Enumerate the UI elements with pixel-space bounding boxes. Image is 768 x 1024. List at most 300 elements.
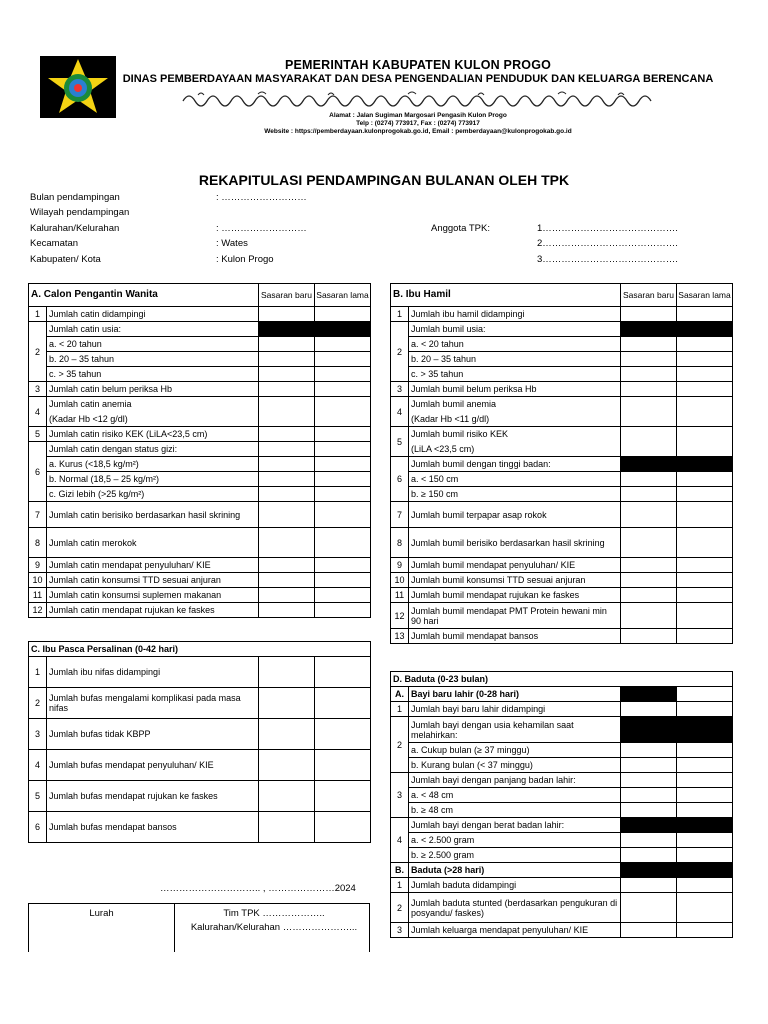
input-cell[interactable] [315, 573, 371, 588]
row-label: Jumlah catin dengan status gizi: [47, 442, 259, 457]
input-cell[interactable] [677, 573, 733, 588]
table-row [391, 352, 733, 367]
row-label: b. Kurang bulan (< 37 minggu) [409, 758, 621, 773]
input-cell[interactable] [621, 893, 677, 923]
row-number: 12 [391, 603, 409, 629]
input-cell[interactable] [677, 878, 733, 893]
input-cell[interactable] [259, 781, 315, 812]
info-label: Kecamatan [30, 238, 79, 249]
input-cell[interactable] [259, 382, 315, 397]
table-row [29, 719, 371, 750]
row-label: Jumlah catin merokok [47, 528, 259, 558]
blocked-cell [677, 457, 733, 472]
input-cell[interactable] [259, 558, 315, 573]
blocked-cell [677, 717, 733, 743]
table-row [391, 558, 733, 573]
input-cell[interactable] [621, 878, 677, 893]
table-row [391, 629, 733, 644]
table-header-row [391, 672, 733, 687]
address-line: Alamat : Jalan Sugiman Margosari Pengasih Kulon Progo [329, 112, 507, 119]
anggota-line: 3……………………………………. [537, 254, 678, 265]
input-cell[interactable] [677, 758, 733, 773]
input-cell[interactable] [677, 702, 733, 717]
input-cell[interactable] [315, 781, 371, 812]
row-label: Jumlah bumil usia: [409, 322, 621, 337]
table-row [391, 307, 733, 322]
input-cell[interactable] [621, 603, 677, 629]
row-label: Jumlah catin konsumsi suplemen makanan [47, 588, 259, 603]
row-label: Jumlah bayi dengan panjang badan lahir: [409, 773, 621, 788]
input-cell[interactable] [677, 773, 733, 788]
row-number: 13 [391, 629, 409, 644]
input-cell[interactable] [259, 603, 315, 618]
input-cell[interactable] [621, 382, 677, 397]
input-cell[interactable] [677, 528, 733, 558]
input-cell[interactable] [677, 788, 733, 803]
table-row [391, 322, 733, 337]
row-number: 5 [29, 781, 47, 812]
row-label: Jumlah baduta stunted (berdasarkan pengukuran di posyandu/ faskes) [409, 893, 621, 923]
input-cell[interactable] [621, 803, 677, 818]
blocked-cell [315, 322, 371, 337]
col-sasaran-lama: Sasaran lama [677, 284, 733, 307]
row-label: c. Gizi lebih (>25 kg/m²) [47, 487, 259, 502]
input-cell[interactable] [315, 502, 371, 528]
row-label: Jumlah catin mendapat rujukan ke faskes [47, 603, 259, 618]
row-number: 11 [391, 588, 409, 603]
table-row [391, 367, 733, 382]
input-cell[interactable] [621, 397, 677, 427]
row-label: Jumlah bumil belum periksa Hb [409, 382, 621, 397]
input-cell[interactable] [259, 528, 315, 558]
row-label: a. Cukup bulan (≥ 37 minggu) [409, 743, 621, 758]
table-row [29, 528, 371, 558]
input-cell[interactable] [259, 367, 315, 382]
row-number: 1 [29, 307, 47, 322]
input-cell[interactable] [677, 337, 733, 352]
row-number: 2 [391, 717, 409, 773]
col-sasaran-lama: Sasaran lama [315, 284, 371, 307]
table-row [391, 788, 733, 803]
input-cell[interactable] [621, 337, 677, 352]
row-number: 4 [29, 397, 47, 427]
row-label: b. 20 – 35 tahun [409, 352, 621, 367]
table-row [29, 588, 371, 603]
table-row [29, 442, 371, 457]
subsection-row [391, 687, 733, 702]
row-number: 4 [391, 818, 409, 863]
input-cell[interactable] [621, 848, 677, 863]
input-cell[interactable] [621, 472, 677, 487]
table-row [391, 818, 733, 833]
input-cell[interactable] [259, 719, 315, 750]
row-label: Jumlah bumil mendapat penyuluhan/ KIE [409, 558, 621, 573]
input-cell[interactable] [621, 487, 677, 502]
signature-kalurahan: Kalurahan/Kelurahan …………………... [190, 922, 358, 933]
input-cell[interactable] [621, 528, 677, 558]
table-row [391, 702, 733, 717]
input-cell[interactable] [677, 687, 733, 702]
table-row [29, 397, 371, 412]
row-number: 3 [391, 773, 409, 818]
row-label: Jumlah bayi baru lahir didampingi [409, 702, 621, 717]
row-number: 7 [29, 502, 47, 528]
blocked-cell [677, 818, 733, 833]
table-row [29, 487, 371, 502]
row-label: c. > 35 tahun [409, 367, 621, 382]
row-label: Jumlah catin didampingi [47, 307, 259, 322]
input-cell[interactable] [315, 558, 371, 573]
row-number: 1 [391, 878, 409, 893]
table-row [391, 803, 733, 818]
row-label: Jumlah bayi dengan usia kehamilan saat melahirkan: [409, 717, 621, 743]
input-cell[interactable] [315, 382, 371, 397]
table-row [29, 307, 371, 322]
section-title: D. Baduta (0-23 bulan) [391, 672, 733, 687]
input-cell[interactable] [621, 758, 677, 773]
table-row [29, 750, 371, 781]
blocked-cell [621, 322, 677, 337]
table-row [391, 502, 733, 528]
input-cell[interactable] [621, 773, 677, 788]
row-number: 9 [391, 558, 409, 573]
input-cell[interactable] [315, 427, 371, 442]
row-number: 1 [391, 702, 409, 717]
input-cell[interactable] [259, 487, 315, 502]
row-label: Jumlah keluarga mendapat penyuluhan/ KIE [409, 923, 621, 938]
table-header-row [29, 284, 371, 307]
input-cell[interactable] [259, 688, 315, 719]
input-cell[interactable] [677, 427, 733, 457]
input-cell[interactable] [677, 803, 733, 818]
table-row [29, 688, 371, 719]
row-number: 2 [29, 688, 47, 719]
row-label: (Kadar Hb <11 g/dl) [409, 412, 621, 427]
row-label: a. < 48 cm [409, 788, 621, 803]
input-cell[interactable] [677, 923, 733, 938]
input-cell[interactable] [677, 307, 733, 322]
row-number: 10 [391, 573, 409, 588]
input-cell[interactable] [315, 750, 371, 781]
input-cell[interactable] [315, 528, 371, 558]
row-number: 8 [391, 528, 409, 558]
row-label: Jumlah bufas mengalami komplikasi pada masa nifas [47, 688, 259, 719]
row-label: Jumlah bumil terpapar asap rokok [409, 502, 621, 528]
row-label: b. 20 – 35 tahun [47, 352, 259, 367]
input-cell[interactable] [315, 657, 371, 688]
input-cell[interactable] [259, 472, 315, 487]
subsection-letter: A. [391, 687, 409, 702]
table-ibu-pasca-persalinan [28, 641, 371, 843]
input-cell[interactable] [677, 397, 733, 427]
row-label: Jumlah bumil anemia [409, 397, 621, 412]
subsection-title: Bayi baru lahir (0-28 hari) [409, 687, 621, 702]
signature-tim-tpk: Tim TPK ……………….. [223, 908, 325, 919]
row-label: Jumlah baduta didampingi [409, 878, 621, 893]
info-label: Kalurahan/Kelurahan [30, 223, 120, 234]
table-row [29, 812, 371, 843]
table-row [391, 717, 733, 743]
subsection-title: Baduta (>28 hari) [409, 863, 621, 878]
table-row [29, 502, 371, 528]
website-line: Website : https://pemberdayaan.kulonprogokab.go.id, Email : pemberdayaan@kulonprogokab.go.id [264, 128, 572, 135]
input-cell[interactable] [621, 307, 677, 322]
info-label: Wilayah pendampingan [30, 207, 130, 218]
row-label: b. ≥ 150 cm [409, 487, 621, 502]
input-cell[interactable] [677, 487, 733, 502]
input-cell[interactable] [621, 502, 677, 528]
table-row [29, 352, 371, 367]
section-title: A. Calon Pengantin Wanita [29, 284, 259, 307]
blocked-cell [621, 818, 677, 833]
info-value: : ……………………… [216, 223, 307, 234]
table-row [391, 603, 733, 629]
row-number: 4 [29, 750, 47, 781]
input-cell[interactable] [259, 573, 315, 588]
blocked-cell [259, 322, 315, 337]
signature-date-line: ………………………….. , …………………2024 [160, 883, 356, 894]
row-label: Jumlah catin belum periksa Hb [47, 382, 259, 397]
row-number: 12 [29, 603, 47, 618]
input-cell[interactable] [315, 688, 371, 719]
row-number: 2 [29, 322, 47, 382]
input-cell[interactable] [259, 397, 315, 427]
anggota-tpk-label: Anggota TPK: [431, 223, 490, 234]
row-number: 2 [391, 322, 409, 382]
blocked-cell [621, 687, 677, 702]
table-header-row [391, 284, 733, 307]
signature-divider [174, 904, 175, 952]
phone-line: Telp : (0274) 773917, Fax : (0274) 773917 [356, 120, 480, 127]
table-row [29, 427, 371, 442]
table-row [391, 573, 733, 588]
info-label: Bulan pendampingan [30, 192, 120, 203]
javanese-script-line [178, 89, 658, 109]
row-label: Jumlah bufas mendapat rujukan ke faskes [47, 781, 259, 812]
input-cell[interactable] [315, 472, 371, 487]
input-cell[interactable] [315, 337, 371, 352]
table-row [391, 848, 733, 863]
row-number: 6 [29, 442, 47, 502]
input-cell[interactable] [259, 812, 315, 843]
row-label: Jumlah catin berisiko berdasarkan hasil skrining [47, 502, 259, 528]
blocked-cell [621, 863, 677, 878]
signature-lurah: Lurah [89, 908, 114, 919]
table-row [391, 337, 733, 352]
input-cell[interactable] [621, 743, 677, 758]
row-label: a. < 150 cm [409, 472, 621, 487]
input-cell[interactable] [621, 573, 677, 588]
row-label: Jumlah bumil mendapat PMT Protein hewani min 90 hari [409, 603, 621, 629]
input-cell[interactable] [259, 750, 315, 781]
table-ibu-hamil [390, 283, 733, 644]
row-label: Jumlah bufas mendapat bansos [47, 812, 259, 843]
row-label: Jumlah bumil mendapat bansos [409, 629, 621, 644]
info-label: Kabupaten/ Kota [30, 254, 101, 265]
input-cell[interactable] [315, 487, 371, 502]
row-label: Jumlah catin risiko KEK (LiLA<23,5 cm) [47, 427, 259, 442]
input-cell[interactable] [621, 923, 677, 938]
table-header-row [29, 642, 371, 657]
input-cell[interactable] [621, 788, 677, 803]
input-cell[interactable] [315, 352, 371, 367]
input-cell[interactable] [621, 588, 677, 603]
row-label: b. Normal (18,5 – 25 kg/m²) [47, 472, 259, 487]
input-cell[interactable] [677, 893, 733, 923]
input-cell[interactable] [259, 657, 315, 688]
row-label: Jumlah bumil dengan tinggi badan: [409, 457, 621, 472]
row-number: 3 [29, 382, 47, 397]
row-number: 11 [29, 588, 47, 603]
table-row [391, 472, 733, 487]
table-row [29, 781, 371, 812]
row-label: a. < 2.500 gram [409, 833, 621, 848]
input-cell[interactable] [677, 743, 733, 758]
input-cell[interactable] [677, 352, 733, 367]
table-row [29, 382, 371, 397]
row-number: 3 [391, 923, 409, 938]
input-cell[interactable] [677, 382, 733, 397]
input-cell[interactable] [259, 427, 315, 442]
row-label: Jumlah ibu nifas didampingi [47, 657, 259, 688]
row-label: a. Kurus (<18,5 kg/m²) [47, 457, 259, 472]
input-cell[interactable] [315, 307, 371, 322]
table-row [391, 923, 733, 938]
input-cell[interactable] [677, 848, 733, 863]
input-cell[interactable] [621, 352, 677, 367]
blocked-cell [621, 717, 677, 743]
row-number: 4 [391, 397, 409, 427]
input-cell[interactable] [259, 502, 315, 528]
info-value: : ……………………… [216, 192, 307, 203]
input-cell[interactable] [677, 558, 733, 573]
input-cell[interactable] [259, 588, 315, 603]
input-cell[interactable] [621, 833, 677, 848]
section-title: B. Ibu Hamil [391, 284, 621, 307]
row-label: c. > 35 tahun [47, 367, 259, 382]
table-row [391, 588, 733, 603]
input-cell[interactable] [677, 588, 733, 603]
row-label: a. < 20 tahun [409, 337, 621, 352]
row-label: Jumlah bumil berisiko berdasarkan hasil skrining [409, 528, 621, 558]
table-row [391, 878, 733, 893]
table-row [391, 893, 733, 923]
input-cell[interactable] [259, 457, 315, 472]
row-label: Jumlah bumil mendapat rujukan ke faskes [409, 588, 621, 603]
blocked-cell [621, 457, 677, 472]
input-cell[interactable] [621, 558, 677, 573]
info-value: : Kulon Progo [216, 254, 274, 265]
table-row [29, 558, 371, 573]
input-cell[interactable] [621, 367, 677, 382]
input-cell[interactable] [677, 472, 733, 487]
table-baduta [390, 671, 733, 938]
table-row [29, 457, 371, 472]
signature-box [28, 903, 370, 952]
input-cell[interactable] [259, 352, 315, 367]
input-cell[interactable] [259, 442, 315, 457]
input-cell[interactable] [621, 629, 677, 644]
input-cell[interactable] [315, 812, 371, 843]
row-number: 10 [29, 573, 47, 588]
input-cell[interactable] [315, 588, 371, 603]
table-row [29, 337, 371, 352]
row-number: 5 [29, 427, 47, 442]
row-label: Jumlah catin anemia [47, 397, 259, 412]
row-label: Jumlah catin konsumsi TTD sesuai anjuran [47, 573, 259, 588]
input-cell[interactable] [621, 702, 677, 717]
anggota-line: 2……………………………………. [537, 238, 678, 249]
input-cell[interactable] [315, 367, 371, 382]
input-cell[interactable] [621, 427, 677, 457]
input-cell[interactable] [259, 337, 315, 352]
agency-name: DINAS PEMBERDAYAAN MASYARAKAT DAN DESA PENGENDALIAN PENDUDUK DAN KELUARGA BERENCANA [122, 73, 714, 85]
row-number: 1 [29, 657, 47, 688]
table-row [391, 833, 733, 848]
row-number: 9 [29, 558, 47, 573]
row-label: Jumlah bufas tidak KBPP [47, 719, 259, 750]
table-row [391, 382, 733, 397]
table-row [391, 427, 733, 442]
input-cell[interactable] [315, 397, 371, 427]
col-sasaran-baru: Sasaran baru [621, 284, 677, 307]
row-number: 5 [391, 427, 409, 457]
table-row [29, 657, 371, 688]
blocked-cell [677, 863, 733, 878]
government-name: PEMERINTAH KABUPATEN KULON PROGO [284, 58, 552, 72]
row-label: (Kadar Hb <12 g/dl) [47, 412, 259, 427]
input-cell[interactable] [677, 603, 733, 629]
anggota-line: 1……………………………………. [537, 223, 678, 234]
table-row [29, 573, 371, 588]
input-cell[interactable] [677, 833, 733, 848]
row-label: b. ≥ 2.500 gram [409, 848, 621, 863]
table-row [29, 322, 371, 337]
row-number: 2 [391, 893, 409, 923]
row-number: 7 [391, 502, 409, 528]
info-value: : Wates [216, 238, 248, 249]
row-label: Jumlah bumil risiko KEK [409, 427, 621, 442]
input-cell[interactable] [315, 603, 371, 618]
letterhead [118, 58, 718, 136]
table-row [391, 773, 733, 788]
input-cell[interactable] [259, 307, 315, 322]
row-label: a. < 20 tahun [47, 337, 259, 352]
table-row [391, 397, 733, 412]
row-label: (LiLA <23,5 cm) [409, 442, 621, 457]
table-row [391, 457, 733, 472]
input-cell[interactable] [677, 629, 733, 644]
row-number: 3 [29, 719, 47, 750]
input-cell[interactable] [315, 442, 371, 457]
subsection-letter: B. [391, 863, 409, 878]
table-row [391, 743, 733, 758]
input-cell[interactable] [315, 457, 371, 472]
col-sasaran-baru: Sasaran baru [259, 284, 315, 307]
row-number: 8 [29, 528, 47, 558]
row-label: Jumlah bumil konsumsi TTD sesuai anjuran [409, 573, 621, 588]
row-number: 6 [29, 812, 47, 843]
row-label: Jumlah catin usia: [47, 322, 259, 337]
kulon-progo-logo [40, 56, 116, 118]
input-cell[interactable] [677, 502, 733, 528]
input-cell[interactable] [677, 367, 733, 382]
table-row [391, 487, 733, 502]
input-cell[interactable] [315, 719, 371, 750]
table-row [391, 758, 733, 773]
table-row [29, 603, 371, 618]
row-label: Jumlah catin mendapat penyuluhan/ KIE [47, 558, 259, 573]
